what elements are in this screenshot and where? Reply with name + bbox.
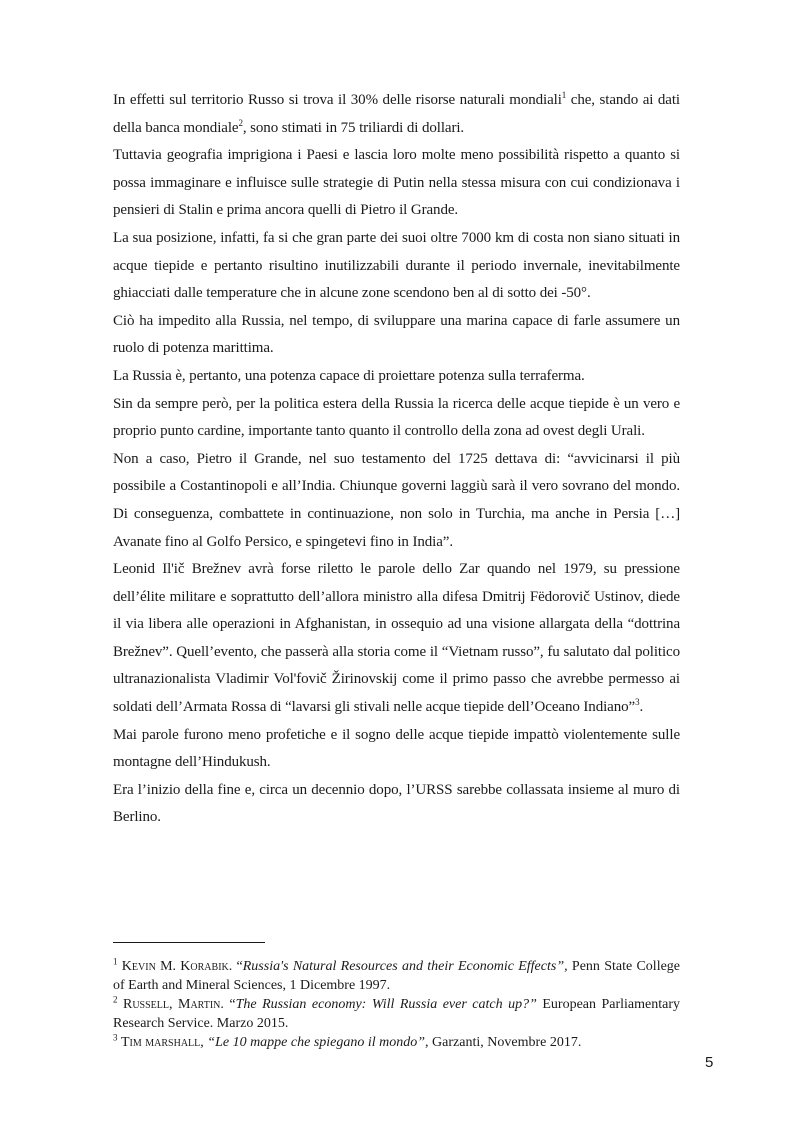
paragraph-7: Non a caso, Pietro il Grande, nel suo testamento del 1725 dettava di: “avvicinarsi il più possibile a Costantinopoli e all’India. Chiunque governi laggiù sarà il vero sovrano del mondo. Di conseguenza, combattete in continuazione, non solo in Turchia, ma anche in Persia […] Avanate fino al Golfo Persico, e spingetevi fino in India”.	[113, 450, 680, 550]
footnote-2: $^2$ Russell, Martin. “The Russian economy: Will Russia ever catch up?” European Parliamentary Research Service. Marzo 2015.	[113, 994, 681, 1031]
paragraph-4: Ciò ha impedito alla Russia, nel tempo, di sviluppare una marina capace di farle assumere un ruolo di potenza marittima.	[113, 312, 680, 357]
footnote-ref-3[interactable]: 3	[635, 697, 640, 708]
paragraph-8: Leonid Il'ič Brežnev avrà forse riletto le parole dello Zar quando nel 1979, su pressione dell’élite militare e soprattutto dell’allora ministro alla difesa Dmitrij Fëdorovič Ustinov, diede il via libera alle operazioni in Afghanistan, in ossequio ad una visione allargata della “dottrina Brežnev”. Quell’evento, che passerà alla storia come il “Vietnam russo”, fu salutato dal politico ultranazionalista Vladimir Vol'fovič Žirinovskij come il primo passo che avrebbe permesso ai soldati dell’Armata Rossa di “lavarsi gli stivali nelle acque tiepide dell’Oceano Indiano”$^3$.	[113, 561, 680, 716]
footnote-3: $^3$ Tim marshall, “Le 10 mappe che spiegano il mondo”, Garzanti, Novembre 2017.	[113, 1032, 582, 1050]
paragraph-9: Mai parole furono meno profetiche e il sogno delle acque tiepide impattò violentemente sulle montagne dell’Hindukush.	[113, 726, 680, 771]
footnotes	[113, 942, 680, 1052]
paragraph-6: Sin da sempre però, per la politica estera della Russia la ricerca delle acque tiepide è un vero e proprio punto cardine, importante tanto quanto il controllo della zona ad ovest degli Urali.	[113, 395, 680, 440]
footnote-separator	[113, 942, 265, 943]
paragraph-2: Tuttavia geografia imprigiona i Paesi e lascia loro molte meno possibilità rispetto a quanto si possa immaginare e influisce sulle strategie di Putin nella stessa misura con cui condizionava i pensieri di Stalin e prima ancora quelli di Pietro il Grande.	[113, 147, 680, 219]
body-text	[113, 87, 680, 832]
footnote-ref-2[interactable]: 2	[238, 117, 243, 128]
paragraph-3: La sua posizione, infatti, fa si che gran parte dei suoi oltre 7000 km di costa non siano situati in acque tiepide e pertanto risultino inutilizzabili durante il periodo invernale, inevitabilmente ghiacciati dalle temperature che in alcune zone scendono ben al di sotto dei -50°.	[113, 229, 680, 302]
paragraph-5: La Russia è, pertanto, una potenza capace di proiettare potenza sulla terraferma.	[113, 367, 585, 384]
paragraph-1: In effetti sul territorio Russo si trova il 30% delle risorse naturali mondiali$^1$ che, stando ai dati della banca mondiale$^2$, sono stimati in 75 triliardi di dollari.	[113, 90, 680, 136]
footnote-1: $^1$ Kevin M. Korabik. “Russia's Natural Resources and their Economic Effects”, Penn State College of Earth and Mineral Sciences, 1 Dicembre 1997.	[113, 956, 681, 993]
footnote-ref-1[interactable]: 1	[561, 90, 567, 100]
paragraph-10: Era l’inizio della fine e, circa un decennio dopo, l’URSS sarebbe collassata insieme al muro di Berlino.	[113, 781, 680, 826]
page-number: 5	[705, 1054, 714, 1071]
